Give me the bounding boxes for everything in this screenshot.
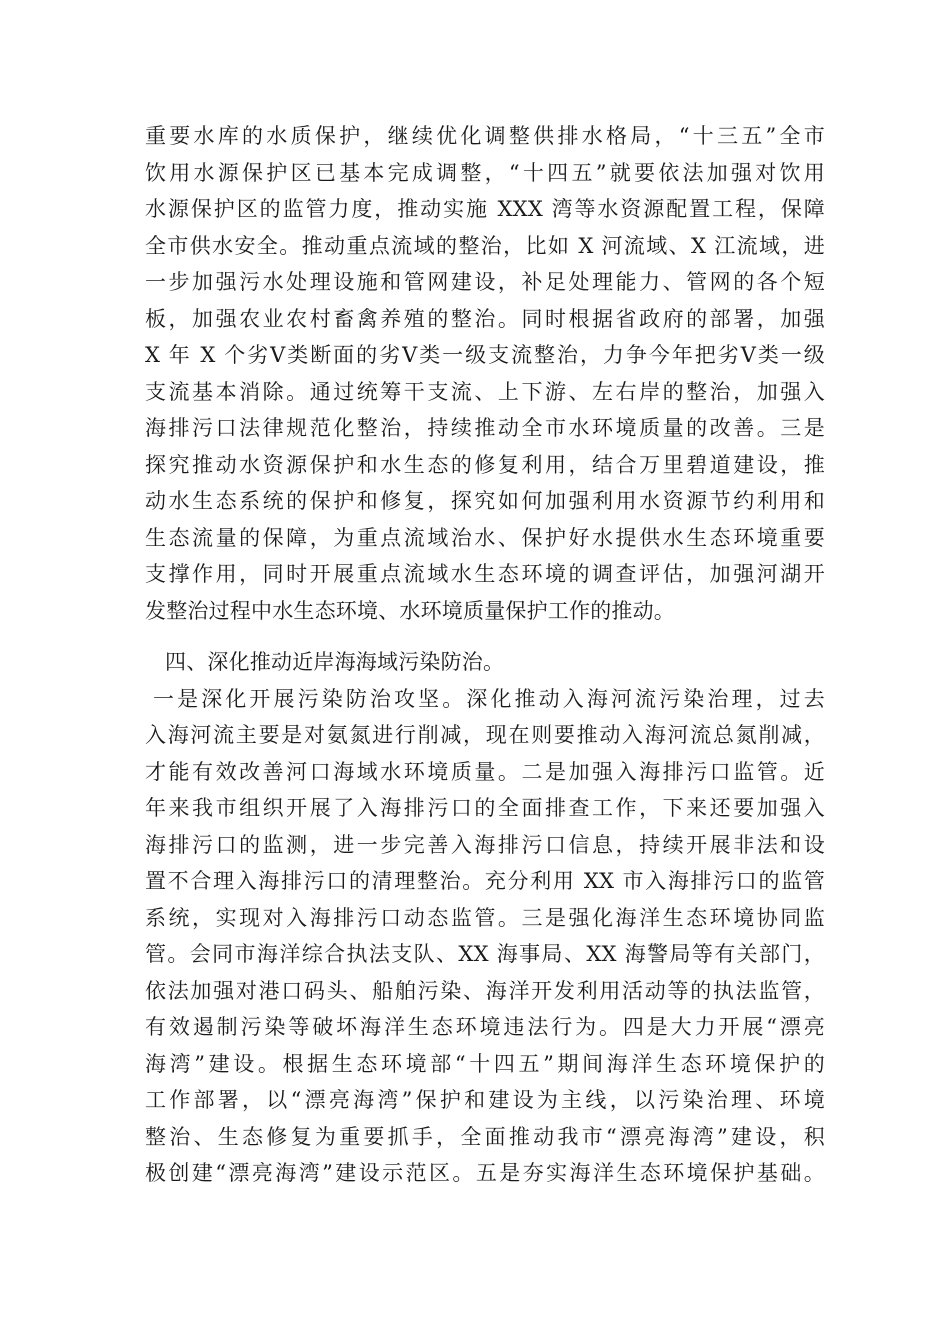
text-line: 重要水库的水质保护，继续优化调整供排水格局，“十三五”全市 [145, 124, 825, 148]
text-line: 系统，实现对入海排污口动态监管。三是强化海洋生态环境协同监 [145, 905, 825, 930]
text-line: 支撑作用，同时开展重点流域水生态环境的调查评估，加强河湖开 [145, 562, 825, 586]
text-line: 极创建“漂亮海湾”建设示范区。五是夯实海洋生态环境保护基础。 [145, 1161, 825, 1185]
text-line: 支流基本消除。通过统筹干支流、上下游、左右岸的整治，加强入 [145, 379, 825, 404]
text-line: 一步加强污水处理设施和管网建设，补足处理能力、管网的各个短 [145, 270, 825, 294]
text-line: 置不合理入海排污口的清理整治。充分利用 XX 市入海排污口的监管 [145, 869, 825, 893]
text-line: 海排污口法律规范化整治，持续推动全市水环境质量的改善。三是 [145, 416, 825, 440]
text-line: 入海河流主要是对氨氮进行削减，现在则要推动入海河流总氮削减， [145, 723, 825, 747]
section-heading: 四、深化推动近岸海海域污染防治。 [165, 650, 505, 674]
text-line: 探究推动水资源保护和水生态的修复利用，结合万里碧道建设，推 [145, 452, 825, 477]
paragraph-water-protection [145, 118, 825, 629]
text-line: 饮用水源保护区已基本完成调整，“十四五”就要依法加强对饮用 [145, 160, 825, 185]
section-four [145, 644, 825, 1192]
text-line: 一是深化开展污染防治攻坚。深化推动入海河流污染治理，过去 [153, 686, 825, 711]
text-line: 海排污口的监测，进一步完善入海排污口信息，持续开展非法和设 [145, 832, 825, 857]
text-line: X 年 X 个劣Ⅴ类断面的劣Ⅴ类一级支流整治，力争今年把劣Ⅴ类一级 [145, 343, 825, 367]
text-line: 整治、生态修复为重要抓手，全面推动我市“漂亮海湾”建设，积 [145, 1124, 825, 1149]
text-line: 工作部署，以“漂亮海湾”保护和建设为主线，以污染治理、环境 [145, 1088, 825, 1112]
text-line: 生态流量的保障，为重点流域治水、保护好水提供水生态环境重要 [145, 525, 825, 550]
text-line: 管。会同市海洋综合执法支队、XX 海事局、XX 海警局等有关部门， [145, 942, 825, 966]
text-line: 板，加强农业农村畜禽养殖的整治。同时根据省政府的部署，加强 [145, 306, 825, 331]
text-line: 水源保护区的监管力度，推动实施 XXX 湾等水资源配置工程，保障 [145, 197, 825, 221]
text-line: 才能有效改善河口海域水环境质量。二是加强入海排污口监管。近 [145, 759, 825, 784]
text-line: 海湾”建设。根据生态环境部“十四五”期间海洋生态环境保护的 [145, 1051, 825, 1076]
text-line: 年来我市组织开展了入海排污口的全面排查工作，下来还要加强入 [145, 796, 825, 820]
text-line: 动水生态系统的保护和修复，探究如何加强利用水资源节约利用和 [145, 489, 825, 513]
text-line: 发整治过程中水生态环境、水环境质量保护工作的推动。 [145, 598, 675, 623]
text-line: 有效遏制污染等破坏海洋生态环境违法行为。四是大力开展“漂亮 [145, 1015, 825, 1039]
text-line: 全市供水安全。推动重点流域的整治，比如 X 河流域、X 江流域，进 [145, 233, 825, 258]
text-line: 依法加强对港口码头、船舶污染、海洋开发利用活动等的执法监管， [145, 978, 825, 1003]
